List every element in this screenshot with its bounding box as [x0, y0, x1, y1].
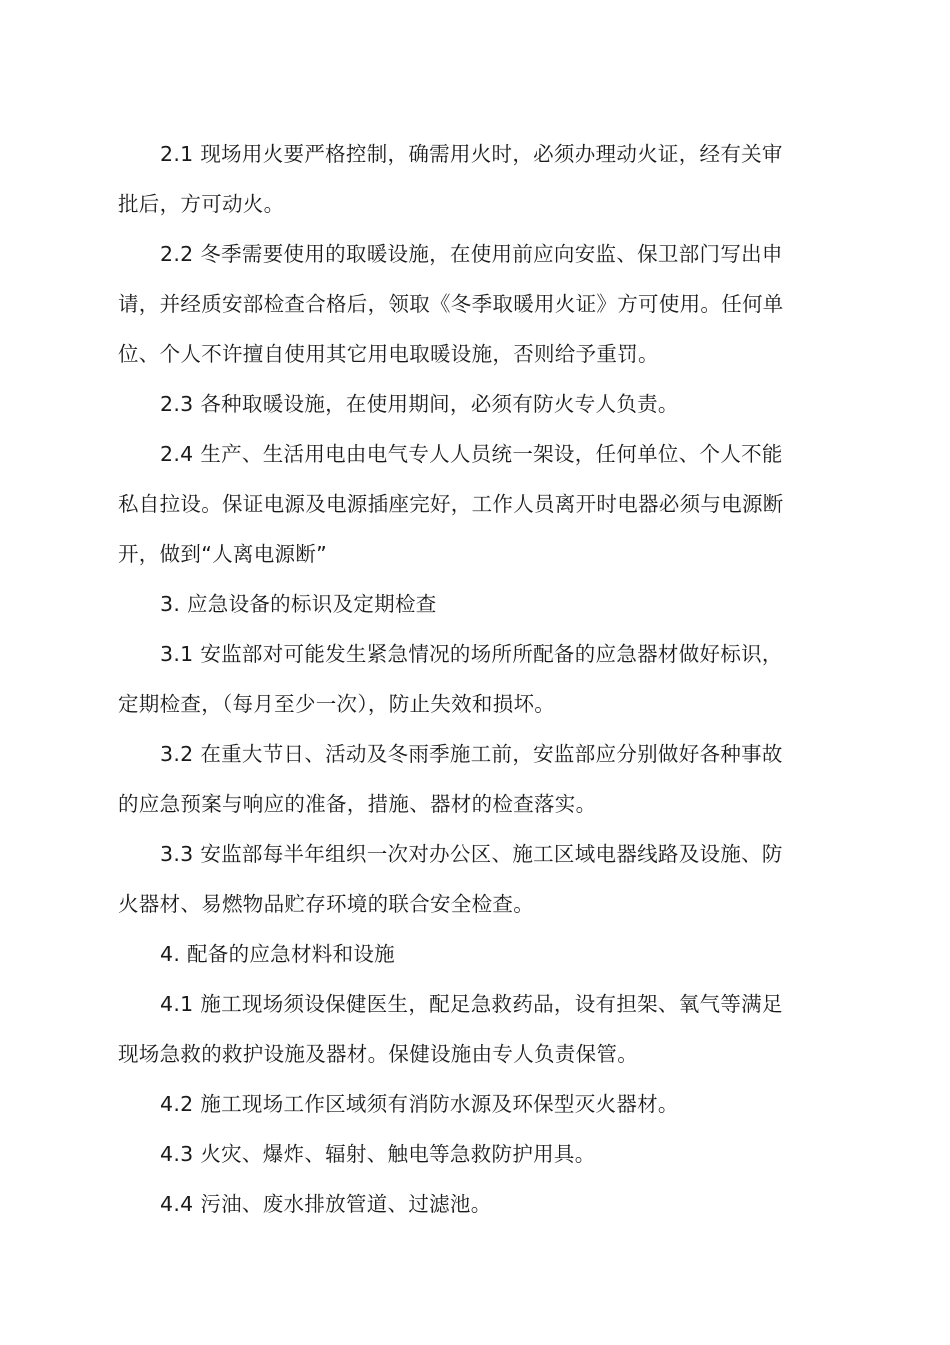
- paragraph-3-1-line-2: 定期检查，（每月至少一次），防止失效和损坏。: [118, 692, 556, 716]
- paragraph-2-4-line-2: 私自拉设。保证电源及电源插座完好，工作人员离开时电器必须与电源断: [118, 492, 784, 516]
- paragraph-2-4-line-1: 2.4 生产、生活用电由电气专人人员统一架设，任何单位、个人不能: [160, 442, 783, 466]
- paragraph-3-3-line-1: 3.3 安监部每半年组织一次对办公区、施工区域电器线路及设施、防: [160, 842, 783, 866]
- paragraph-4-4-line-1: 4.4 污油、废水排放管道、过滤池。: [160, 1192, 492, 1216]
- paragraph-2-2-line-3: 位、个人不许擅自使用其它用电取暖设施，否则给予重罚。: [118, 342, 659, 366]
- paragraph-3-1-line-1: 3.1 安监部对可能发生紧急情况的场所所配备的应急器材做好标识，: [160, 642, 783, 666]
- paragraph-2-1-line-2: 批后，方可动火。: [118, 192, 285, 216]
- paragraph-2-2-line-1: 2.2 冬季需要使用的取暖设施，在使用前应向安监、保卫部门写出申: [160, 242, 783, 266]
- paragraph-2-3-line-1: 2.3 各种取暖设施，在使用期间，必须有防火专人负责。: [160, 392, 679, 416]
- paragraph-4-2-line-1: 4.2 施工现场工作区域须有消防水源及环保型灭火器材。: [160, 1092, 679, 1116]
- paragraph-3-3-line-2: 火器材、易燃物品贮存环境的联合安全检查。: [118, 892, 534, 916]
- paragraph-2-4-line-3: 开，做到“人离电源断”: [118, 542, 328, 566]
- paragraph-3-2-line-2: 的应急预案与响应的准备，措施、器材的检查落实。: [118, 792, 597, 816]
- paragraph-2-2-line-2: 请，并经质安部检查合格后，领取《冬季取暖用火证》方可使用。任何单: [118, 292, 784, 316]
- paragraph-4-1-line-1: 4.1 施工现场须设保健医生，配足急救药品，设有担架、氧气等满足: [160, 992, 783, 1016]
- section-4-heading: 4. 配备的应急材料和设施: [160, 942, 395, 966]
- paragraph-4-3-line-1: 4.3 火灾、爆炸、辐射、触电等急救防护用具。: [160, 1142, 596, 1166]
- paragraph-4-1-line-2: 现场急救的救护设施及器材。保健设施由专人负责保管。: [118, 1042, 638, 1066]
- paragraph-2-1-line-1: 2.1 现场用火要严格控制，确需用火时，必须办理动火证，经有关审: [160, 142, 783, 166]
- section-3-heading: 3. 应急设备的标识及定期检查: [160, 592, 437, 616]
- paragraph-3-2-line-1: 3.2 在重大节日、活动及冬雨季施工前，安监部应分别做好各种事故: [160, 742, 783, 766]
